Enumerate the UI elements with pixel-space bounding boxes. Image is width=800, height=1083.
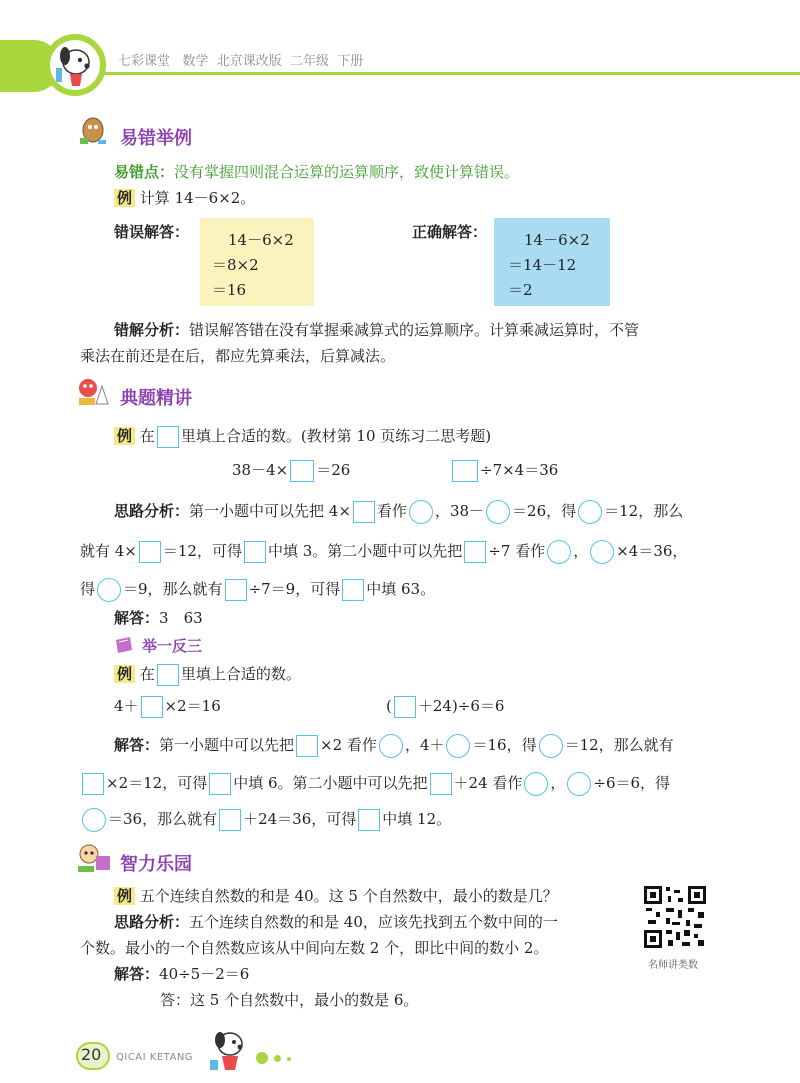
blank-circle (486, 500, 510, 524)
answer-label: 解答 (114, 609, 145, 627)
sec2-icon (76, 376, 110, 408)
sec2-think-line-1: 思路分析：第一小题中可以先把 4× 看作 ，38－ ＝26，得 ＝12，那么 (114, 500, 683, 524)
right-line-2: ＝14－12 (508, 256, 577, 274)
blank-box (157, 664, 179, 686)
sec4-think-line-1: 思路分析：五个连续自然数的和是 40，应该先找到五个数中间的一 (114, 913, 558, 931)
blank-box (296, 735, 318, 757)
blank-box (290, 460, 314, 482)
sec3-example: 例 在 里填上合适的数。 (114, 664, 301, 686)
sec2-equation-1: 38－4× ＝26 (232, 460, 350, 482)
sec3-answer-line-1: 解答：第一小题中可以先把 ×2 看作 ，4＋ ＝16，得 ＝12，那么就有 (114, 734, 674, 758)
sec1-error-point: 易错点：没有掌握四则混合运算的运算顺序，致使计算错误。 (114, 163, 520, 181)
blank-box (394, 696, 416, 718)
blank-box (342, 579, 364, 601)
sec1-title: 易错举例 (120, 128, 192, 149)
sec4-example-label: 例 (114, 887, 135, 905)
blank-circle (547, 540, 571, 564)
footer-dot-medium (274, 1055, 281, 1062)
sec2-example-label: 例 (114, 427, 135, 445)
sec2-think-line-3: 得 ＝9，那么就有 ÷7＝9，可得 中填 63。 (80, 578, 435, 602)
footer-mascot (204, 1028, 252, 1074)
right-line-3: ＝2 (508, 281, 533, 299)
sec2-equation-2: ÷7×4＝36 (450, 460, 558, 482)
error-point-label: 易错点 (114, 163, 160, 181)
sec3-equation-1: 4＋ ×2＝16 (114, 696, 221, 718)
sec1-icon (76, 116, 108, 146)
wrong-answer-box (200, 218, 314, 306)
blank-box (82, 773, 104, 795)
analysis-line-2: 乘法在前还是在后，都应先算乘法，后算减法。 (80, 347, 396, 365)
think-label: 思路分析 (114, 502, 175, 520)
header-volume: 下册 (337, 54, 364, 69)
sec3-answer-line-2: ×2＝12，可得 中填 6。第二小题中可以先把 ＋24 看作 ， ÷6＝6，得 (80, 772, 670, 796)
footer-dot-small (287, 1057, 291, 1061)
sec4-answer: 解答：40÷5－2＝6 (114, 965, 250, 983)
example-text: 计算 14－6×2。 (139, 189, 256, 207)
sec3-example-label: 例 (114, 665, 135, 683)
sec2-example: 例 在 里填上合适的数。(教材第 10 页练习二思考题) (114, 426, 491, 448)
sec4-answer-label: 解答 (114, 965, 145, 983)
qr-code[interactable] (642, 884, 708, 950)
sec4-final-answer: 答：这 5 个自然数中，最小的数是 6。 (160, 991, 419, 1009)
sec2-think-line-2: 就有 4× ＝12，可得 中填 3。第二小题中可以先把 ÷7 看作 ， ×4＝36， (80, 540, 687, 564)
right-label: 正确解答： (412, 223, 488, 241)
blank-box (139, 541, 161, 563)
blank-box (353, 501, 375, 523)
blank-box (452, 460, 478, 482)
blank-box (225, 579, 247, 601)
right-answer-box (494, 218, 610, 306)
sec3-equation-2: ( ＋24)÷6＝6 (386, 696, 504, 718)
blank-circle (446, 734, 470, 758)
page-number: 20 (81, 1045, 102, 1064)
sec2-answer: 解答：3 63 (114, 609, 203, 627)
blank-circle (82, 808, 106, 832)
blank-circle (590, 540, 614, 564)
sec2-title: 典题精讲 (120, 388, 192, 409)
wrong-line-1: 14－6×2 (228, 231, 294, 249)
blank-box (219, 809, 241, 831)
header-text (118, 50, 363, 69)
footer-dot-large (256, 1052, 268, 1064)
sec3-title: 举一反三 (142, 637, 203, 655)
blank-box (141, 696, 163, 718)
qr-caption: 名师讲类数 (648, 960, 698, 971)
blank-circle (524, 772, 548, 796)
blank-circle (578, 500, 602, 524)
blank-box (244, 541, 266, 563)
sec3-answer-label: 解答 (114, 736, 145, 754)
sec1-example (114, 188, 255, 208)
example-label: 例 (114, 189, 135, 207)
mascot-logo (44, 34, 106, 96)
blank-box (157, 426, 179, 448)
analysis-label: 错解分析 (114, 321, 175, 339)
sec3-icon (114, 636, 134, 654)
blank-box (358, 809, 380, 831)
sec4-example: 例 五个连续自然数的和是 40。这 5 个自然数中，最小的数是几？ (114, 886, 558, 906)
header-series: 七彩课堂 (118, 54, 171, 69)
header-subject: 数学 (182, 54, 209, 69)
wrong-label: 错误解答： (114, 223, 190, 241)
blank-circle (379, 734, 403, 758)
sec4-think-label: 思路分析 (114, 913, 175, 931)
footer-brand: QICAI KETANG (116, 1052, 194, 1063)
wrong-line-3: ＝16 (212, 281, 247, 299)
error-point-text: 没有掌握四则混合运算的运算顺序，致使计算错误。 (174, 163, 520, 181)
header-edition: 北京课改版 (216, 54, 282, 69)
blank-box (464, 541, 486, 563)
header-bar (0, 72, 800, 75)
analysis-line-1: 错解分析：错误解答错在没有掌握乘减算式的运算顺序。计算乘减运算时，不管 (114, 321, 640, 339)
header-grade: 二年级 (289, 54, 329, 69)
blank-circle (97, 578, 121, 602)
blank-box (430, 773, 452, 795)
sec4-icon (76, 842, 112, 874)
sec4-title: 智力乐园 (120, 854, 192, 875)
wrong-line-2: ＝8×2 (212, 256, 259, 274)
right-line-1: 14－6×2 (524, 231, 590, 249)
blank-box (209, 773, 231, 795)
blank-circle (409, 500, 433, 524)
sec4-think-line-2: 个数。最小的一个自然数应该从中间向左数 2 个，即比中间的数小 2。 (80, 939, 549, 957)
blank-circle (567, 772, 591, 796)
sec3-answer-line-3: ＝36，那么就有 ＋24＝36，可得 中填 12。 (80, 808, 451, 832)
blank-circle (539, 734, 563, 758)
